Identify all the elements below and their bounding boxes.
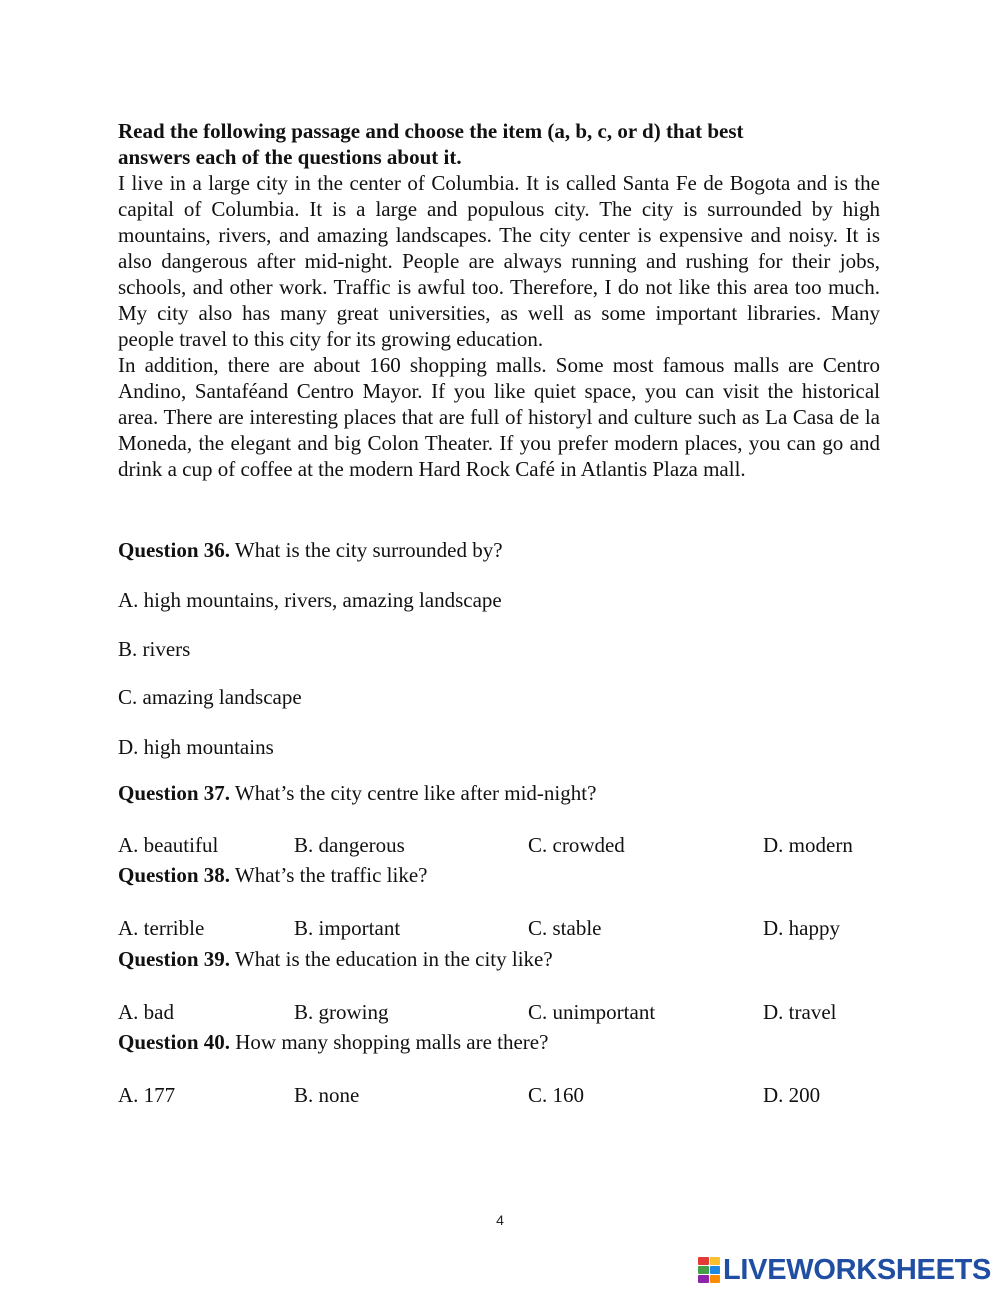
option-39-d[interactable]: D. travel [763, 1000, 837, 1024]
option-37-a[interactable]: A. beautiful [118, 833, 219, 857]
question-37 [118, 780, 880, 806]
instructions-line-1: Read the following passage and choose the item (a, b, c, or d) that best [118, 119, 744, 143]
question-36 [118, 537, 880, 563]
option-40-b[interactable]: B. none [294, 1083, 360, 1107]
option-38-d[interactable]: D. happy [763, 916, 840, 940]
logo-tile [710, 1266, 721, 1274]
logo-tile [698, 1275, 709, 1283]
option-36-a[interactable]: A. high mountains, rivers, amazing landscape [118, 588, 502, 612]
question-label: Question 36. [118, 538, 231, 562]
option-40-d[interactable]: D. 200 [763, 1083, 821, 1107]
logo-tile [710, 1257, 721, 1265]
option-39-c[interactable]: C. unimportant [528, 1000, 656, 1024]
option-38-b[interactable]: B. important [294, 916, 401, 940]
question-text: What is the city surrounded by? [230, 538, 503, 562]
question-text: What’s the city centre like after mid-night? [230, 781, 597, 805]
question-40 [118, 1029, 880, 1055]
option-38-a[interactable]: A. terrible [118, 916, 205, 940]
logo-tile [698, 1257, 709, 1265]
option-39-a[interactable]: A. bad [118, 1000, 174, 1024]
option-36-c[interactable]: C. amazing landscape [118, 685, 302, 709]
question-38 [118, 862, 880, 888]
logo-tile [710, 1275, 721, 1283]
option-37-b[interactable]: B. dangerous [294, 833, 405, 857]
question-text: What is the education in the city like? [230, 947, 553, 971]
question-text: How many shopping malls are there? [230, 1030, 549, 1054]
option-37-c[interactable]: C. crowded [528, 833, 625, 857]
passage-paragraph-1: I live in a large city in the center of Columbia. It is called Santa Fe de Bogota and is the capital of Columbia. It is a large and populous city. The city is surrounded by high mountains, rivers, and amazing landscapes. The city center is expensive and noisy. It is also dangerous after mid-night. People are always running and rushing for their jobs, schools, and other work. Traffic is awful too. Therefore, I do not like this area too much. My city also has many great universities, as well as some important libraries. Many people travel to this city for its growing education. [118, 171, 880, 351]
page-number: 4 [496, 1212, 504, 1228]
question-label: Question 38. [118, 863, 231, 887]
option-36-b[interactable]: B. rivers [118, 637, 191, 661]
question-label: Question 40. [118, 1030, 231, 1054]
question-label: Question 37. [118, 781, 231, 805]
liveworksheets-wordmark: LIVEWORKSHEETS [723, 1254, 992, 1286]
question-label: Question 39. [118, 947, 231, 971]
option-38-c[interactable]: C. stable [528, 916, 602, 940]
liveworksheets-logo [698, 1253, 991, 1287]
option-40-a[interactable]: A. 177 [118, 1083, 176, 1107]
liveworksheets-logo-icon [698, 1257, 720, 1283]
instructions-line-2: answers each of the questions about it. [118, 145, 462, 169]
question-39 [118, 946, 880, 972]
question-text: What’s the traffic like? [230, 863, 428, 887]
option-36-d[interactable]: D. high mountains [118, 735, 274, 759]
logo-tile [698, 1266, 709, 1274]
instructions [118, 118, 880, 170]
passage-paragraph-2: In addition, there are about 160 shopping malls. Some most famous malls are Centro Andino, Santaféand Centro Mayor. If you like quiet space, you can visit the historical area. There are interesting places that are full of historyl and culture such as La Casa de la Moneda, the elegant and big Colon Theater. If you prefer modern places, you can go and drink a cup of coffee at the modern Hard Rock Café in Atlantis Plaza mall. [118, 353, 880, 481]
reading-passage [118, 170, 880, 482]
option-40-c[interactable]: C. 160 [528, 1083, 585, 1107]
option-37-d[interactable]: D. modern [763, 833, 853, 857]
option-39-b[interactable]: B. growing [294, 1000, 389, 1024]
